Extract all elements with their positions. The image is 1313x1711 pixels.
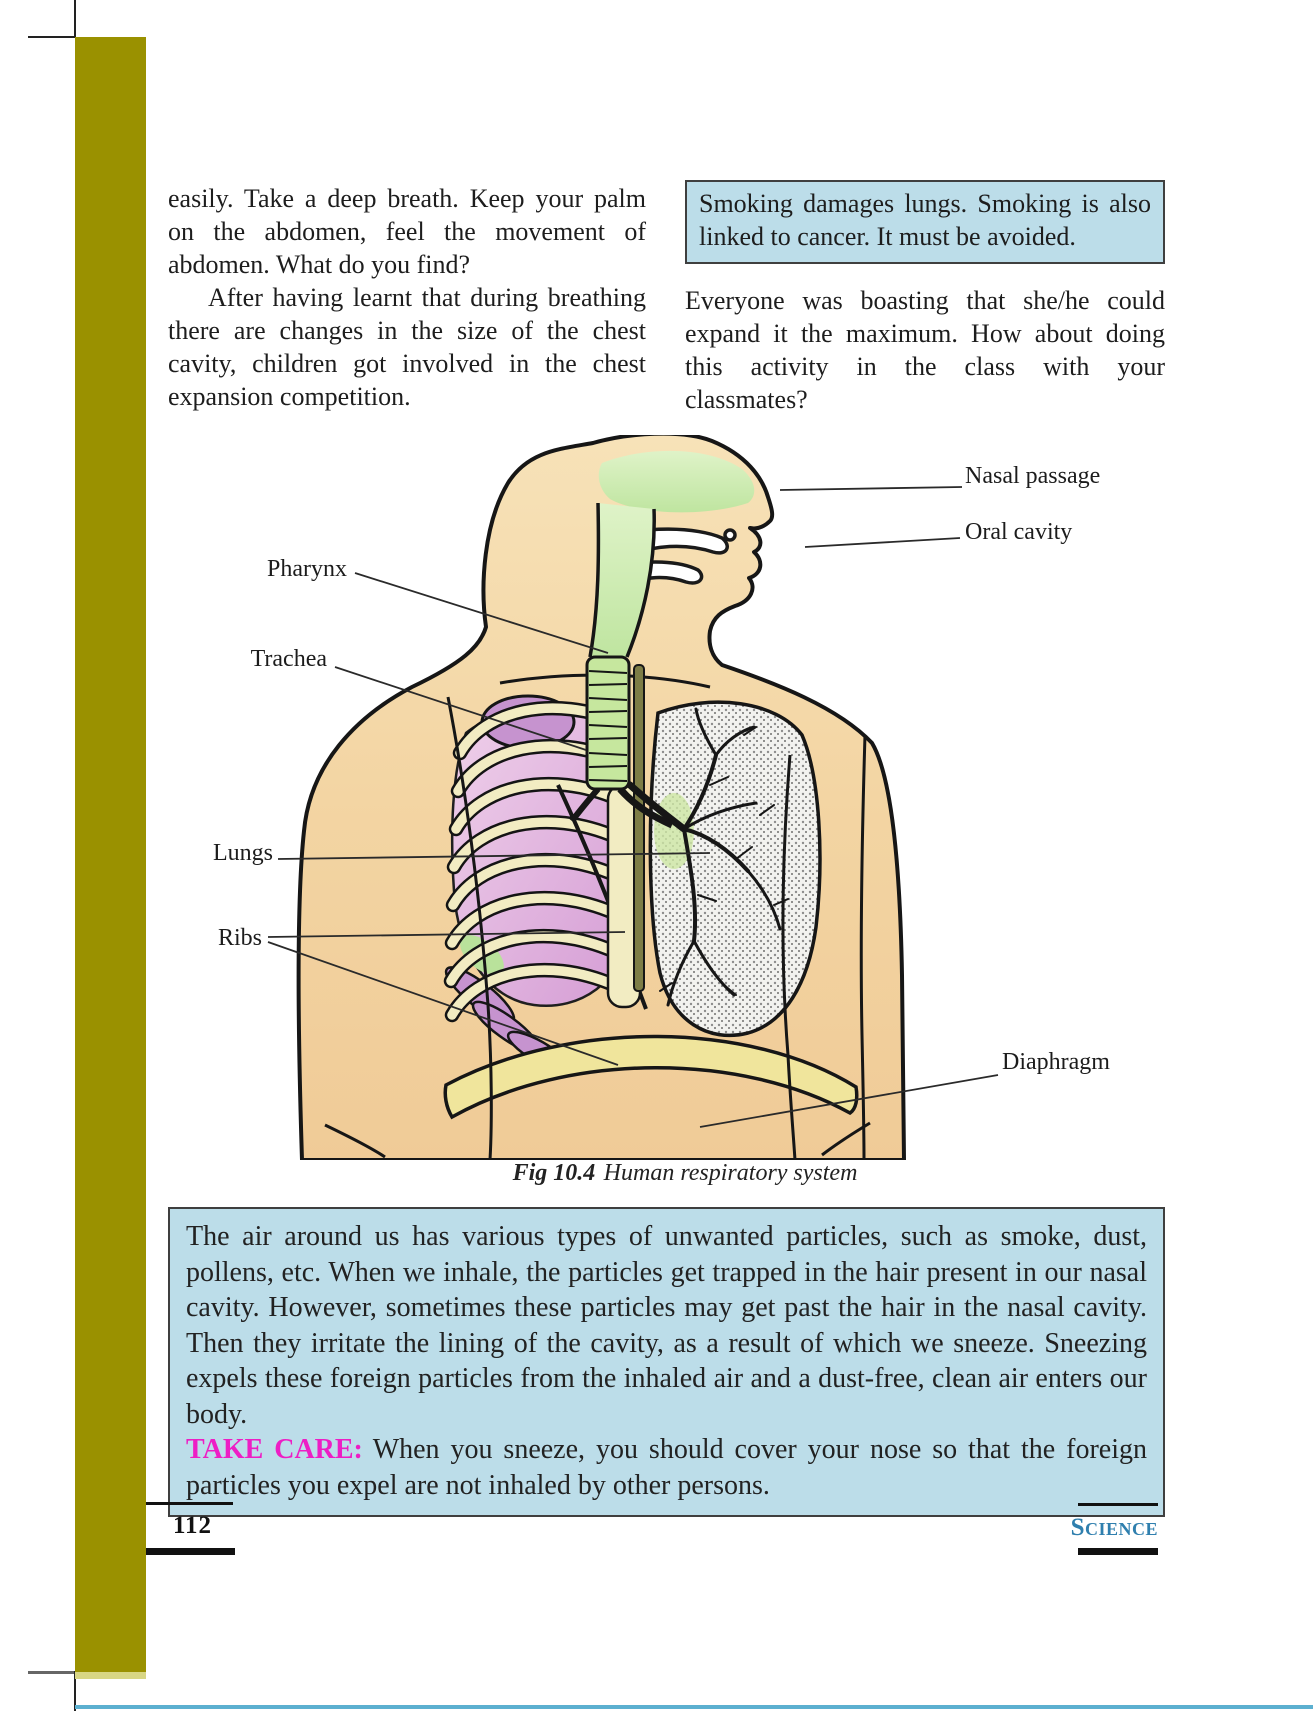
figure-label-pharynx: Pharynx bbox=[267, 556, 347, 582]
figure-caption bbox=[210, 1160, 1160, 1187]
bottom-blue-rule bbox=[75, 1705, 1313, 1709]
info-box-take-care-line bbox=[186, 1432, 1147, 1503]
page-number: 112 bbox=[172, 1512, 213, 1539]
paragraph: After having learnt that during breathing there are changes in the size of the chest cavity, children got involved in the chest expansion competition. bbox=[168, 283, 646, 411]
figure-caption-text: Human respiratory system bbox=[603, 1160, 858, 1186]
book-subject: Science bbox=[1070, 1514, 1158, 1541]
figure-caption-number: Fig 10.4 bbox=[512, 1160, 596, 1186]
right-text-column bbox=[685, 180, 1165, 416]
info-box bbox=[168, 1207, 1165, 1517]
accent-bar-tip bbox=[75, 1672, 146, 1679]
crop-mark-top-vertical bbox=[74, 0, 76, 38]
info-box-body: The air around us has various types of unwanted particles, such as smoke, dust, pollens, etc. When we inhale, the particles get trapped in the hair present in our nasal cavity. However, sometimes these particles may get past the hair in the nasal cavity. Then they irritate the lining of the cavity, as a result of which we sneeze. Sneezing expels these foreign particles from the inhaled air and a dust-free, clean air enters our body. bbox=[186, 1221, 1147, 1430]
take-care-text: When you sneeze, you should cover your nose so that the foreign particles you expel are not inhaled by other persons. bbox=[186, 1434, 1147, 1501]
figure-label-diaphragm: Diaphragm bbox=[1002, 1049, 1110, 1075]
paragraph: easily. Take a deep breath. Keep your palm on the abdomen, feel the movement of abdomen. What do you find? bbox=[168, 184, 646, 279]
crop-mark-top-horizontal bbox=[28, 36, 75, 38]
smoking-warning-box: Smoking damages lungs. Smoking is also linked to cancer. It must be avoided. bbox=[685, 180, 1165, 264]
figure-label-trachea: Trachea bbox=[250, 646, 327, 672]
footer-rule-left-thin bbox=[146, 1502, 233, 1505]
figure-label-oral-cavity: Oral cavity bbox=[965, 519, 1073, 545]
figure-label-ribs: Ribs bbox=[217, 925, 262, 951]
figure-label-nasal-passage: Nasal passage bbox=[965, 463, 1101, 489]
footer-rule-left-thick bbox=[146, 1548, 235, 1555]
footer-rule-right-thin bbox=[1078, 1503, 1158, 1506]
paragraph: Everyone was boasting that she/he could expand it the maximum. How about doing this activity in the class with your classmates? bbox=[685, 286, 1165, 414]
esophagus-shape bbox=[634, 665, 644, 991]
left-text-column bbox=[168, 182, 646, 413]
crop-mark-bottom-horizontal bbox=[28, 1671, 75, 1674]
take-care-label: TAKE CARE: bbox=[186, 1434, 363, 1465]
figure-label-lungs: Lungs bbox=[213, 840, 273, 866]
footer-rule-right-thick bbox=[1078, 1548, 1158, 1555]
